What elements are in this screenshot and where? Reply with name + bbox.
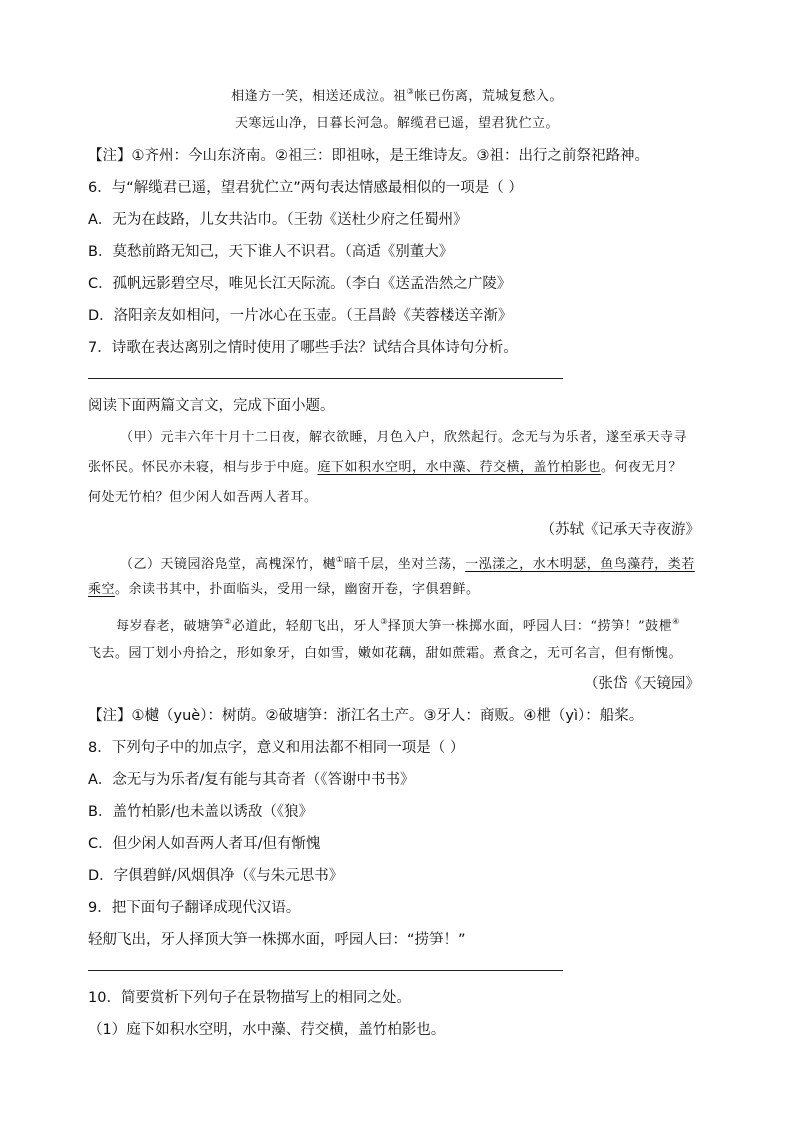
underlined-sentence: 一泓漾之，水木明瑟，鱼鸟藻荇，类若 (465, 557, 695, 572)
passage-yi-line-1-text-b: 暗千层，坐对兰荡， (343, 557, 466, 572)
footnote-marker: ① (336, 555, 344, 564)
passage-yi-line-3-text-b: 必道此，轻舠飞出，牙人 (231, 619, 381, 634)
question-6-option-a: A．无为在歧路，儿女共沾巾。（王勃《送杜少府之任蜀州》 (88, 212, 468, 228)
question-8-option-c: C．但少闲人如吾两人者耳/但有惭愧 (88, 836, 321, 852)
question-9-stem: 9．把下面句子翻译成现代汉语。 (88, 900, 301, 916)
passage-yi-line-4: 飞去。园丁划小舟拾之，形如象牙，白如雪，嫩如花藕，甜如蔗霜。煮食之，无可名言，但有惭愧。 (88, 646, 683, 661)
passage-yi-line-1-text-a: （乙）天镜园浴凫堂，高槐深竹，樾 (120, 557, 337, 572)
poem-line-1-text-a: 相逢方一笑，相送还成泣。祖 (231, 89, 407, 104)
passage-yi-line-3-text-c: 择顶大笋一株掷水面，呼园人曰：“捞笋！”鼓枻 (387, 619, 673, 634)
question-6-option-c: C．孤帆远影碧空尽，唯见长江天际流。（李白《送孟浩然之广陵》 (88, 276, 512, 292)
passage-jia-line-2 (88, 458, 682, 478)
question-8-option-a: A．念无与为乐者/复有能与其奇者（《答谢中书书》 (88, 772, 415, 788)
passage-jia-line-2-text-a: 张怀民。怀民亦未寝，相与步于中庭。 (88, 460, 318, 475)
passage-yi-line-1 (120, 550, 695, 575)
footnote-marker: ④ (672, 617, 680, 626)
passage-yi-line-2-text: 。余读书其中，扑面临头，受用一绿，幽窗开卷，字俱碧鲜。 (115, 582, 480, 597)
answer-line-7 (88, 378, 563, 379)
passage-yi-line-2 (88, 580, 480, 600)
question-10-item-1: （1）庭下如积水空明，水中藻、荇交横，盖竹柏影也。 (88, 1022, 446, 1038)
reading-intro: 阅读下面两篇文言文，完成下面小题。 (88, 398, 335, 414)
question-6-stem: 6．与“解缆君已遥，望君犹伫立”两句表达情感最相似的一项是（ ） (88, 180, 523, 196)
passage-yi-line-3-text-a: 每岁春老，破塘笋 (116, 619, 225, 634)
underlined-sentence-end: 乘空 (88, 582, 116, 597)
passage-jia-line-3: 何处无竹柏？但少闲人如吾两人者耳。 (88, 490, 318, 505)
question-6-option-b: B．莫愁前路无知己，天下谁人不识君。（高适《别董大》 (88, 244, 454, 260)
question-6-option-d: D．洛阳亲友如相问，一片冰心在玉壶。（王昌龄《芙蓉楼送辛渐》 (88, 308, 513, 324)
note-1: 【注】①齐州：今山东济南。②祖三：即祖咏，是王维诗友。③祖：出行之前祭祀路神。 (88, 148, 649, 164)
question-9-sentence: 轻舠飞出，牙人择顶大笋一株掷水面，呼园人曰：“捞笋！” (88, 932, 466, 948)
question-8-option-d: D．字俱碧鲜/风烟俱净（《与朱元思书》 (88, 868, 344, 884)
poem-line-1-text-b: 帐已伤离，荒城复愁入。 (414, 89, 563, 104)
note-2: 【注】①樾（yuè）：树荫。②破塘笋：浙江名土产。③牙人：商贩。④枻（yì）：船桨。 (88, 708, 644, 724)
poem-line-2: 天寒远山净，日暮长河急。解缆君已遥，望君犹伫立。 (234, 116, 559, 131)
poem-line-1 (0, 82, 794, 107)
passage-yi-source: （张岱《天镜园》 (584, 676, 700, 692)
footnote-marker: ③ (406, 87, 415, 96)
passage-yi-line-3 (116, 612, 680, 637)
footnote-marker: ③ (380, 617, 388, 626)
question-7-stem: 7．诗歌在表达离别之情时使用了哪些手法？试结合具体诗句分析。 (88, 340, 518, 356)
question-10-stem: 10．简要赏析下列句子在景物描写上的相同之处。 (88, 990, 411, 1006)
passage-jia-line-1: （甲）元丰六年十月十二日夜，解衣欲睡，月色入户，欣然起行。念无与为乐者，遂至承天寺寻 (120, 430, 688, 445)
footnote-marker: ② (224, 617, 232, 626)
underlined-sentence: 庭下如积水空明，水中藻、荇交横，盖竹柏影也 (317, 460, 602, 475)
question-8-option-b: B．盖竹柏影/也未盖以诱敌（《狼》 (88, 804, 314, 820)
passage-jia-line-2-text-b: 。何夜无月？ (601, 460, 683, 475)
answer-line-9 (88, 970, 563, 971)
question-8-stem: 8．下列句子中的加点字，意义和用法都不相同一项是（ ） (88, 740, 465, 756)
passage-jia-source: （苏轼《记承天寺夜游》 (540, 522, 700, 538)
